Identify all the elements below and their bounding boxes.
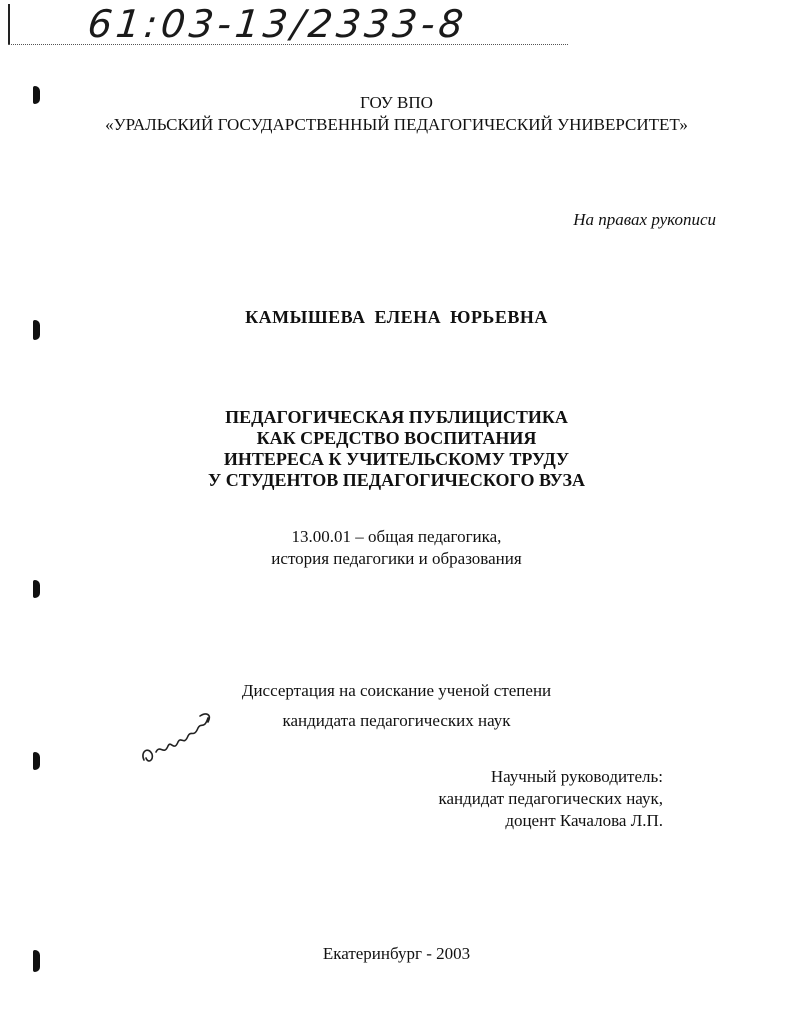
degree-line-2: кандидата педагогических наук [282,711,511,730]
advisor-name: доцент Качалова Л.П. [505,811,663,830]
archive-stamp-code: 61:03-13/2333-8 [85,2,470,46]
specialty-line-2: история педагогики и образования [271,549,522,568]
specialty [0,526,793,570]
margin-mark [33,950,40,972]
title-line: ПЕДАГОГИЧЕСКАЯ ПУБЛИЦИСТИКА [225,407,568,427]
margin-mark [33,86,40,104]
dissertation-title [0,407,793,491]
handwritten-signature [138,708,218,772]
specialty-line-1: 13.00.01 – общая педагогика, [291,527,502,546]
stamp-left-mark [8,4,10,44]
stamp-underline [8,44,568,45]
title-line: КАК СРЕДСТВО ВОСПИТАНИЯ [256,428,537,448]
margin-mark [33,320,40,340]
margin-mark [33,580,40,598]
advisor-degree: кандидат педагогических наук, [438,789,663,808]
city-year: Екатеринбург - 2003 [322,944,471,963]
organization-header [0,92,793,136]
title-line: ИНТЕРЕСА К УЧИТЕЛЬСКОМУ ТРУДУ [223,449,570,469]
degree-line-1: Диссертация на соискание ученой степени [241,681,552,700]
title-line: У СТУДЕНТОВ ПЕДАГОГИЧЕСКОГО ВУЗА [208,470,585,490]
org-line-1: ГОУ ВПО [360,93,433,112]
margin-mark [33,752,40,770]
degree-statement [0,676,793,736]
advisor-label: Научный руководитель: [490,767,663,786]
org-line-2: «УРАЛЬСКИЙ ГОСУДАРСТВЕННЫЙ ПЕДАГОГИЧЕСКИЙ УНИВЕРСИТЕТ» [105,115,688,134]
scientific-advisor [438,766,663,832]
rights-note: На правах рукописи [573,210,716,229]
author-name: КАМЫШЕВА ЕЛЕНА ЮРЬЕВНА [245,307,548,327]
